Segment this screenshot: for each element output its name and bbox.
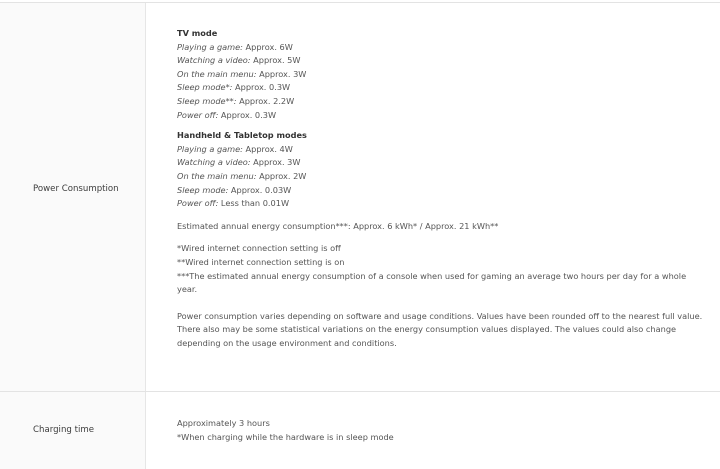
tv-mode-block bbox=[177, 27, 707, 122]
handheld-mode-heading: Handheld & Tabletop modes bbox=[177, 130, 307, 141]
footnotes bbox=[177, 242, 707, 296]
tv-mode-heading: TV mode bbox=[177, 28, 218, 38]
tv-item-term: Playing a game: bbox=[177, 41, 243, 52]
tv-mode-item bbox=[177, 109, 707, 123]
power-consumption-label: Power Consumption bbox=[33, 184, 119, 194]
tv-item-term: Sleep mode*: bbox=[177, 82, 233, 93]
charging-time-value: Approximately 3 hours bbox=[177, 418, 270, 428]
footnote: *Wired internet connection setting is off bbox=[177, 243, 341, 254]
tv-mode-item bbox=[177, 68, 707, 82]
tv-item-term: Power off: bbox=[177, 109, 219, 120]
handheld-item-value: Approx. 0.03W bbox=[228, 184, 292, 195]
tv-mode-item bbox=[177, 54, 707, 68]
charging-time-note: *When charging while the hardware is in sleep mode bbox=[177, 431, 394, 442]
handheld-item-term: Playing a game: bbox=[177, 143, 243, 154]
footnote: ***The estimated annual energy consumption of a console when used for gaming an average two hours per day for a whole year. bbox=[177, 270, 687, 295]
handheld-mode-block bbox=[177, 129, 707, 211]
charging-label-cell bbox=[0, 392, 146, 469]
tv-mode-item bbox=[177, 81, 707, 95]
power-value-cell bbox=[177, 27, 707, 350]
tv-item-term: On the main menu: bbox=[177, 68, 257, 79]
power-disclaimer: Power consumption varies depending on software and usage conditions. Values have been rounded off to the nearest full value. There also may be some statistical variations on the energy consumption values displayed. The values could also change depending on the usage environment and conditions. bbox=[177, 310, 703, 348]
handheld-item-term: Watching a video: bbox=[177, 157, 251, 168]
charging-time-label: Charging time bbox=[33, 425, 94, 435]
handheld-item-value: Approx. 3W bbox=[250, 157, 301, 168]
handheld-mode-item bbox=[177, 156, 707, 170]
footnote: **Wired internet connection setting is on bbox=[177, 256, 345, 267]
tv-item-value: Approx. 3W bbox=[256, 68, 307, 79]
tv-item-value: Approx. 2.2W bbox=[236, 95, 295, 106]
handheld-item-value: Less than 0.01W bbox=[218, 198, 290, 209]
tv-mode-item bbox=[177, 41, 707, 55]
annual-energy-consumption: Estimated annual energy consumption***: Approx. 6 kWh* / Approx. 21 kWh** bbox=[177, 220, 499, 231]
tv-item-term: Watching a video: bbox=[177, 55, 251, 66]
tv-item-value: Approx. 0.3W bbox=[218, 109, 277, 120]
handheld-item-term: Sleep mode: bbox=[177, 184, 229, 195]
tv-item-value: Approx. 0.3W bbox=[232, 82, 291, 93]
handheld-item-value: Approx. 4W bbox=[242, 143, 293, 154]
handheld-mode-item bbox=[177, 143, 707, 157]
handheld-item-term: Power off: bbox=[177, 198, 219, 209]
tv-item-value: Approx. 5W bbox=[250, 55, 301, 66]
handheld-mode-item bbox=[177, 184, 707, 198]
charging-value-cell bbox=[177, 417, 707, 444]
tv-item-term: Sleep mode**: bbox=[177, 95, 237, 106]
tv-item-value: Approx. 6W bbox=[242, 41, 293, 52]
handheld-mode-item bbox=[177, 170, 707, 184]
tv-mode-item bbox=[177, 95, 707, 109]
power-consumption-row bbox=[0, 3, 720, 391]
charging-time-row bbox=[0, 392, 720, 469]
power-label-cell bbox=[0, 3, 146, 391]
handheld-item-value: Approx. 2W bbox=[256, 170, 307, 181]
handheld-mode-item bbox=[177, 197, 707, 211]
handheld-item-term: On the main menu: bbox=[177, 170, 257, 181]
